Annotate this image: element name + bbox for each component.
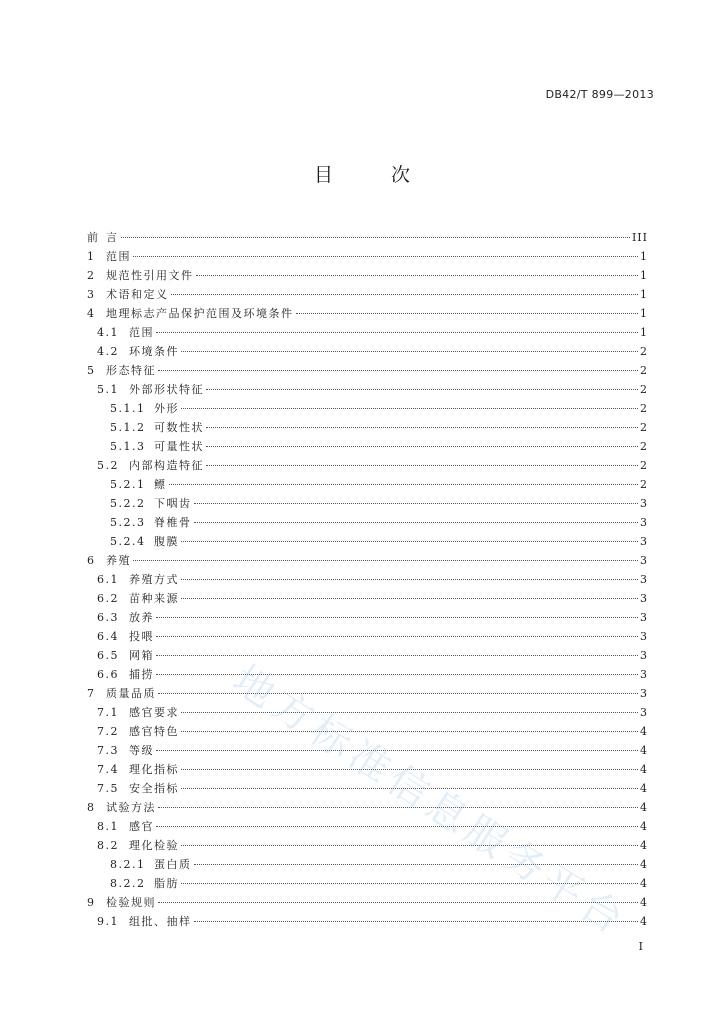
toc-dot-leader xyxy=(181,351,638,352)
toc-dot-leader xyxy=(156,826,638,827)
toc-entry[interactable] xyxy=(87,703,648,722)
toc-entry-number: 5.1.2 xyxy=(110,421,146,434)
toc-dot-leader xyxy=(181,579,638,580)
toc-entry-page: 2 xyxy=(640,345,648,358)
toc-entry[interactable] xyxy=(87,342,648,361)
toc-dot-leader xyxy=(194,503,639,504)
toc-entry-page: 4 xyxy=(640,725,648,738)
toc-dot-leader xyxy=(156,617,638,618)
toc-entry[interactable] xyxy=(87,798,648,817)
toc-entry[interactable] xyxy=(87,551,648,570)
toc-entry-number: 6.1 xyxy=(97,573,119,586)
document-code: DB42/T 899—2013 xyxy=(545,88,654,101)
toc-dot-leader xyxy=(156,636,638,637)
toc-entry-number: 1 xyxy=(87,250,96,263)
toc-entry-title: 规范性引用文件 xyxy=(106,269,194,282)
watermark: 地方标准信息服务平台 xyxy=(224,656,636,946)
toc-entry[interactable] xyxy=(87,494,648,513)
toc-entry-number: 5.2.2 xyxy=(110,497,146,510)
toc-dot-leader xyxy=(158,370,638,371)
toc-entry-page: 3 xyxy=(640,516,648,529)
toc-entry-page: 4 xyxy=(640,820,648,833)
toc-entry-page: 3 xyxy=(640,668,648,681)
toc-entry-number: 7.2 xyxy=(97,725,119,738)
toc-entry-title: 投喂 xyxy=(129,630,154,643)
toc-entry-title: 外部形状特征 xyxy=(129,383,204,396)
toc-dot-leader xyxy=(156,655,638,656)
toc-entry-number: 5 xyxy=(87,364,96,377)
toc-entry[interactable] xyxy=(87,855,648,874)
toc-entry-number: 5.1.1 xyxy=(110,402,146,415)
toc-dot-leader xyxy=(206,446,638,447)
toc-entry-title: 外形 xyxy=(154,402,179,415)
toc-entry-page: 3 xyxy=(640,649,648,662)
toc-entry-number: 6.5 xyxy=(97,649,119,662)
toc-entry-title: 脊椎骨 xyxy=(154,516,192,529)
toc-entry[interactable] xyxy=(87,874,648,893)
toc-dot-leader xyxy=(196,275,639,276)
toc-dot-leader xyxy=(194,921,639,922)
toc-entry-title: 环境条件 xyxy=(129,345,179,358)
toc-entry-number: 5.1.3 xyxy=(110,440,146,453)
toc-dot-leader xyxy=(158,902,638,903)
toc-entry-page: 4 xyxy=(640,763,648,776)
toc-entry-title: 可量性状 xyxy=(154,440,204,453)
toc-entry-number: 5.2.3 xyxy=(110,516,146,529)
toc-entry[interactable] xyxy=(87,247,648,266)
toc-entry-number: 7.5 xyxy=(97,782,119,795)
toc-dot-leader xyxy=(296,313,639,314)
toc-entry[interactable] xyxy=(87,361,648,380)
toc-entry-page: 4 xyxy=(640,877,648,890)
toc-entry-title: 感官 xyxy=(129,820,154,833)
toc-dot-leader xyxy=(156,750,638,751)
toc-entry-page: 3 xyxy=(640,592,648,605)
toc-entry-number: 6 xyxy=(87,554,96,567)
toc-entry[interactable] xyxy=(87,722,648,741)
table-of-contents xyxy=(87,228,648,931)
toc-entry[interactable] xyxy=(87,437,648,456)
toc-entry-title: 术语和定义 xyxy=(106,288,169,301)
toc-entry-title: 苗种来源 xyxy=(129,592,179,605)
toc-dot-leader xyxy=(181,408,638,409)
toc-dot-leader xyxy=(171,294,639,295)
toc-dot-leader xyxy=(181,769,638,770)
toc-entry-page: 3 xyxy=(640,687,648,700)
toc-entry-title: 可数性状 xyxy=(154,421,204,434)
toc-entry[interactable] xyxy=(87,399,648,418)
toc-dot-leader xyxy=(121,237,630,238)
toc-entry-number: 9 xyxy=(87,896,96,909)
toc-entry[interactable] xyxy=(87,456,648,475)
toc-entry-title: 试验方法 xyxy=(106,801,156,814)
toc-entry-page: 3 xyxy=(640,535,648,548)
toc-dot-leader xyxy=(206,389,638,390)
toc-entry-title: 理化指标 xyxy=(129,763,179,776)
toc-entry-page: 4 xyxy=(640,858,648,871)
toc-entry-number: 6.3 xyxy=(97,611,119,624)
toc-entry-page: 1 xyxy=(640,307,648,320)
toc-dot-leader xyxy=(181,788,638,789)
toc-entry-page: 2 xyxy=(640,459,648,472)
toc-entry[interactable] xyxy=(87,627,648,646)
toc-dot-leader xyxy=(194,864,639,865)
toc-dot-leader xyxy=(133,256,638,257)
toc-entry[interactable] xyxy=(87,912,648,931)
toc-entry-page: 4 xyxy=(640,801,648,814)
toc-entry-number: 6.4 xyxy=(97,630,119,643)
toc-entry-page: 3 xyxy=(640,554,648,567)
toc-entry-page: 1 xyxy=(640,269,648,282)
toc-entry-title: 范围 xyxy=(106,250,131,263)
toc-entry-number: 8.2 xyxy=(97,839,119,852)
toc-entry-title: 脂肪 xyxy=(154,877,179,890)
toc-entry-title: 养殖 xyxy=(106,554,131,567)
toc-entry-number: 7.1 xyxy=(97,706,119,719)
toc-entry[interactable] xyxy=(87,380,648,399)
toc-dot-leader xyxy=(181,845,638,846)
toc-entry-title: 腹膜 xyxy=(154,535,179,548)
toc-entry[interactable] xyxy=(87,228,648,247)
toc-entry-title: 组批、抽样 xyxy=(129,915,192,928)
toc-entry-number: 5.2.4 xyxy=(110,535,146,548)
toc-entry[interactable] xyxy=(87,304,648,323)
toc-entry[interactable] xyxy=(87,570,648,589)
toc-entry-page: 2 xyxy=(640,364,648,377)
toc-entry-number: 4 xyxy=(87,307,96,320)
page-title: 目 次 xyxy=(313,164,437,186)
toc-entry-page: 3 xyxy=(640,706,648,719)
toc-entry-title: 形态特征 xyxy=(106,364,156,377)
toc-entry-title: 言 xyxy=(106,231,119,244)
toc-dot-leader xyxy=(181,598,638,599)
toc-entry[interactable] xyxy=(87,589,648,608)
toc-entry-number: 3 xyxy=(87,288,96,301)
toc-entry-title: 范围 xyxy=(129,326,154,339)
toc-entry-title: 地理标志产品保护范围及环境条件 xyxy=(106,307,294,320)
toc-entry-title: 理化检验 xyxy=(129,839,179,852)
toc-entry-number: 6.2 xyxy=(97,592,119,605)
toc-entry[interactable] xyxy=(87,285,648,304)
toc-dot-leader xyxy=(181,541,638,542)
toc-dot-leader xyxy=(194,522,639,523)
toc-entry[interactable] xyxy=(87,684,648,703)
toc-dot-leader xyxy=(133,560,638,561)
toc-entry[interactable] xyxy=(87,532,648,551)
toc-entry-number: 4.2 xyxy=(97,345,119,358)
toc-entry-number: 5.2.1 xyxy=(110,478,146,491)
toc-dot-leader xyxy=(181,883,638,884)
toc-entry[interactable] xyxy=(87,608,648,627)
toc-entry-title: 内部构造特征 xyxy=(129,459,204,472)
toc-entry-page: 1 xyxy=(640,288,648,301)
toc-entry-title: 质量品质 xyxy=(106,687,156,700)
toc-entry-title: 下咽齿 xyxy=(154,497,192,510)
toc-entry-number: 8 xyxy=(87,801,96,814)
toc-dot-leader xyxy=(206,465,638,466)
toc-entry-page: 2 xyxy=(640,383,648,396)
toc-entry-page: 3 xyxy=(640,497,648,510)
toc-entry-page: 4 xyxy=(640,896,648,909)
toc-entry-page: 3 xyxy=(640,611,648,624)
toc-entry-title: 感官特色 xyxy=(129,725,179,738)
toc-entry-page: 2 xyxy=(640,478,648,491)
toc-dot-leader xyxy=(169,484,639,485)
toc-entry[interactable] xyxy=(87,513,648,532)
toc-entry-number: 7.3 xyxy=(97,744,119,757)
toc-entry-number: 7.4 xyxy=(97,763,119,776)
toc-entry-title: 安全指标 xyxy=(129,782,179,795)
toc-dot-leader xyxy=(181,731,638,732)
toc-entry-number: 8.1 xyxy=(97,820,119,833)
toc-entry-page: 4 xyxy=(640,782,648,795)
toc-entry-number: 5.1 xyxy=(97,383,119,396)
toc-dot-leader xyxy=(158,693,638,694)
toc-entry-page: 2 xyxy=(640,402,648,415)
toc-entry-page: 4 xyxy=(640,915,648,928)
toc-dot-leader xyxy=(156,332,638,333)
toc-entry[interactable] xyxy=(87,893,648,912)
toc-entry-number: 6.6 xyxy=(97,668,119,681)
toc-entry-number: 5.2 xyxy=(97,459,119,472)
toc-dot-leader xyxy=(206,427,638,428)
toc-entry[interactable] xyxy=(87,323,648,342)
toc-entry-number: 前 xyxy=(87,231,100,244)
toc-entry-title: 放养 xyxy=(129,611,154,624)
toc-entry-page: III xyxy=(631,231,648,244)
toc-dot-leader xyxy=(158,807,638,808)
toc-entry[interactable] xyxy=(87,817,648,836)
toc-entry[interactable] xyxy=(87,760,648,779)
toc-entry[interactable] xyxy=(87,741,648,760)
toc-entry[interactable] xyxy=(87,779,648,798)
toc-entry[interactable] xyxy=(87,646,648,665)
toc-entry[interactable] xyxy=(87,475,648,494)
toc-entry-title: 等级 xyxy=(129,744,154,757)
toc-entry-page: 2 xyxy=(640,421,648,434)
toc-entry[interactable] xyxy=(87,665,648,684)
toc-entry-page: 4 xyxy=(640,744,648,757)
toc-entry-title: 感官要求 xyxy=(129,706,179,719)
toc-entry-title: 网箱 xyxy=(129,649,154,662)
toc-entry[interactable] xyxy=(87,418,648,437)
toc-entry[interactable] xyxy=(87,266,648,285)
toc-entry-title: 捕捞 xyxy=(129,668,154,681)
toc-entry-number: 9.1 xyxy=(97,915,119,928)
page-number: I xyxy=(638,940,643,953)
toc-entry-page: 3 xyxy=(640,630,648,643)
toc-entry[interactable] xyxy=(87,836,648,855)
toc-dot-leader xyxy=(181,712,638,713)
toc-entry-number: 2 xyxy=(87,269,96,282)
toc-entry-number: 8.2.2 xyxy=(110,877,146,890)
toc-entry-number: 8.2.1 xyxy=(110,858,146,871)
toc-entry-page: 1 xyxy=(640,250,648,263)
toc-entry-number: 7 xyxy=(87,687,96,700)
toc-entry-title: 鳔 xyxy=(154,478,167,491)
toc-entry-number: 4.1 xyxy=(97,326,119,339)
toc-entry-page: 3 xyxy=(640,573,648,586)
toc-entry-title: 养殖方式 xyxy=(129,573,179,586)
toc-entry-title: 检验规则 xyxy=(106,896,156,909)
toc-dot-leader xyxy=(156,674,638,675)
toc-entry-page: 2 xyxy=(640,440,648,453)
toc-entry-title: 蛋白质 xyxy=(154,858,192,871)
toc-entry-page: 1 xyxy=(640,326,648,339)
toc-entry-page: 4 xyxy=(640,839,648,852)
